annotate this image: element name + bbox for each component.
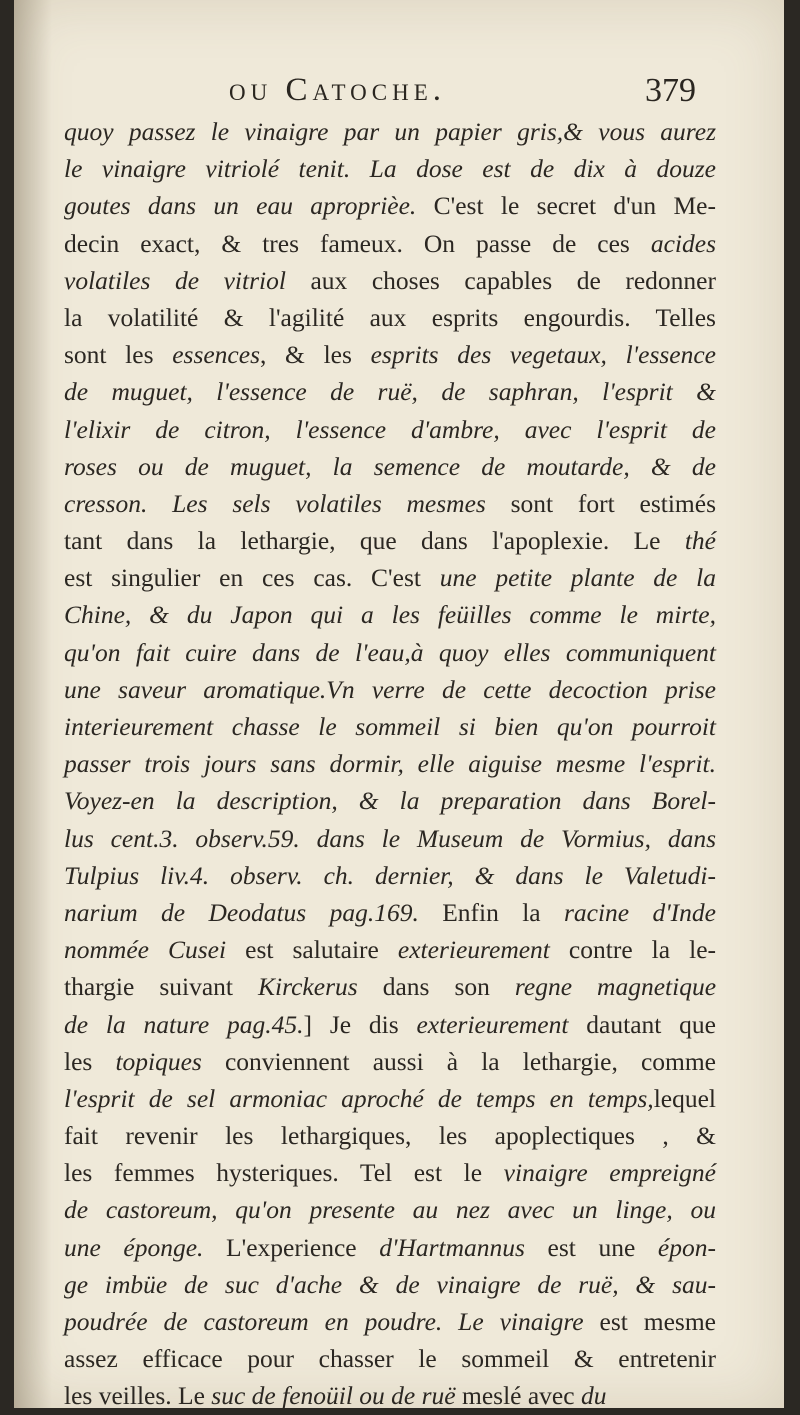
text-line	[64, 559, 716, 596]
italic-run: nommée Cusei	[64, 935, 227, 965]
text-line	[64, 931, 716, 968]
roman-run: la volatilité & l'agilité aux esprits engourdis. Telles	[64, 302, 716, 332]
italic-run: Chine, & du Japon qui a les feüilles comme le mirte,	[64, 600, 716, 630]
italic-run: ge imbüe de suc d'ache & de vinaigre de ruë, & sau-	[64, 1269, 716, 1299]
roman-run: decin exact, & tres fameux. On passe de ces	[64, 228, 651, 258]
roman-run: ] Je dis	[303, 1009, 417, 1039]
roman-run: C'est le secret d'un Me-	[416, 191, 716, 221]
text-line	[64, 968, 716, 1005]
italic-run: le vinaigre vitriolé tenit. La dose est de dix à douze	[64, 154, 716, 184]
italic-run: de castoreum, qu'on presente au nez avec un linge, ou	[64, 1195, 716, 1225]
text-line	[64, 225, 716, 262]
italic-run: exterieurement	[416, 1009, 569, 1039]
roman-run: L'experience	[203, 1232, 380, 1262]
italic-run: quoy passez le vinaigre par un papier gris,& vous aurez	[64, 117, 716, 146]
text-line	[64, 820, 716, 857]
italic-run: de muguet, l'essence de ruë, de saphran, l'esprit &	[64, 377, 716, 407]
roman-run: les femmes hysteriques. Tel est le	[64, 1158, 504, 1188]
italic-run: une saveur aromatique.Vn verre de cette decoction prise	[64, 674, 716, 704]
text-line	[64, 373, 716, 410]
italic-run: Voyez-en la description, & la preparation dans Borel-	[64, 786, 716, 816]
italic-run: l'esprit de sel armoniac aproché de temps en temps,	[64, 1083, 654, 1113]
text-line	[64, 336, 716, 373]
book-page	[14, 0, 784, 1411]
text-line	[64, 1266, 716, 1303]
roman-run: est mesme	[583, 1307, 716, 1336]
italic-run: Tulpius liv.4. observ. ch. dernier, & dans le Valetudi-	[64, 860, 716, 890]
italic-run: une petite plante de la	[439, 563, 716, 593]
roman-run: fait revenir les lethargiques, les apoplectiques , &	[64, 1121, 716, 1151]
page-header	[14, 72, 784, 116]
italic-run: Kirckerus	[258, 972, 358, 1002]
roman-run: contre la le-	[549, 935, 717, 965]
running-title: ou Catoche.	[229, 72, 447, 108]
roman-run: est salutaire	[226, 935, 398, 965]
text-line	[64, 262, 716, 299]
roman-run: meslé avec	[455, 1381, 581, 1411]
italic-run: vinaigre empreigné	[503, 1158, 716, 1188]
text-line	[64, 634, 716, 671]
italic-run: lus cent.3. observ.59. dans le Museum de Vormius, dans	[64, 823, 716, 853]
italic-run: d'Hartmannus	[379, 1232, 525, 1262]
roman-run: sont les	[64, 340, 173, 370]
text-line	[64, 1191, 716, 1228]
italic-run: esprits des vegetaux, l'essence	[370, 340, 717, 370]
text-line	[64, 187, 716, 224]
italic-run: thé	[684, 526, 716, 556]
text-line	[64, 857, 716, 894]
text-line	[64, 745, 716, 782]
roman-run: dautant que	[568, 1009, 716, 1039]
italic-run: exterieurement	[397, 935, 550, 965]
text-line	[64, 448, 716, 485]
italic-run: volatiles de vitriol	[64, 265, 286, 295]
italic-run: qu'on fait cuire dans de l'eau,à quoy elles communiquent	[64, 637, 716, 667]
roman-run: aux choses capables de redonner	[285, 265, 716, 295]
text-line	[64, 596, 716, 633]
roman-run: tant dans la lethargie, que dans l'apoplexie. Le	[64, 526, 685, 556]
text-line	[64, 1303, 716, 1340]
roman-run: est une	[524, 1232, 658, 1262]
text-line	[64, 113, 716, 150]
text-line	[64, 1117, 716, 1154]
italic-run: topiques	[115, 1046, 202, 1076]
text-line	[64, 782, 716, 819]
roman-run: les veilles. Le	[64, 1381, 212, 1411]
italic-run: poudrée de castoreum en poudre. Le vinaigre	[64, 1307, 584, 1336]
text-line	[64, 485, 716, 522]
italic-run: interieurement chasse le sommeil si bien qu'on pourroit	[64, 712, 716, 741]
roman-run: les	[64, 1046, 116, 1076]
italic-run: une éponge.	[64, 1232, 204, 1262]
italic-run: roses ou de muguet, la semence de moutarde, & de	[64, 451, 716, 481]
roman-run: , & les	[260, 340, 371, 370]
italic-run: du	[580, 1381, 607, 1411]
italic-run: l'elixir de citron, l'essence d'ambre, avec l'esprit de	[64, 414, 716, 444]
roman-run: sont fort estimés	[485, 488, 716, 518]
italic-run: regne magnetique	[514, 972, 717, 1002]
italic-run: cresson. Les sels volatiles mesmes	[64, 488, 486, 518]
text-line	[64, 1043, 716, 1080]
text-line	[64, 708, 716, 745]
text-line	[64, 299, 716, 336]
body-text	[64, 113, 716, 1415]
text-line	[64, 671, 716, 708]
roman-run: lequel	[653, 1083, 716, 1113]
text-line	[64, 1377, 716, 1414]
roman-run: conviennent aussi à la lethargie, comme	[201, 1046, 717, 1076]
roman-run: est singulier en ces cas. C'est	[64, 563, 440, 593]
text-line	[64, 1229, 716, 1266]
text-line	[64, 894, 716, 931]
italic-run: racine d'Inde	[563, 897, 716, 927]
text-line	[64, 522, 716, 559]
italic-run: narium de Deodatus pag.169.	[64, 897, 419, 927]
italic-run: épon-	[657, 1232, 716, 1262]
roman-run: assez efficace pour chasser le sommeil & entretenir	[64, 1344, 716, 1374]
text-line	[64, 1340, 716, 1377]
text-line	[64, 1006, 716, 1043]
roman-run: dans son	[357, 972, 515, 1002]
page-number: 379	[645, 72, 696, 109]
italic-run: de la nature pag.45.	[64, 1009, 304, 1039]
italic-run: essences	[172, 340, 260, 370]
spine-shadow	[14, 0, 52, 1408]
italic-run: suc de fenoüil ou de ruë	[211, 1381, 456, 1411]
text-line	[64, 150, 716, 187]
italic-run: acides	[650, 228, 716, 258]
italic-run: goutes dans un eau aproprièe.	[64, 191, 417, 221]
roman-run: Enfin la	[418, 897, 564, 927]
italic-run: passer trois jours sans dormir, elle aiguise mesme l'esprit.	[64, 749, 716, 779]
roman-run: thargie suivant	[64, 972, 259, 1002]
text-line	[64, 1080, 716, 1117]
text-line	[64, 411, 716, 448]
text-line	[64, 1154, 716, 1191]
